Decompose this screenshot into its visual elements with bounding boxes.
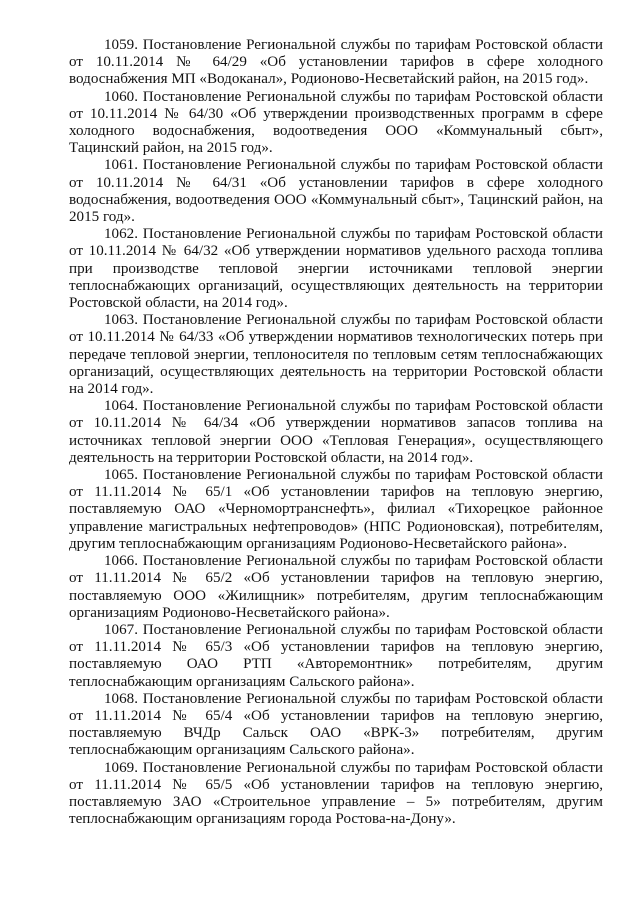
list-item-1061: 1061. Постановление Региональной службы по тарифам Ростовской области от 10.11.2014 № 64/31 «Об установлении тарифов в сфере холодного водоснабжения, водоотведения ООО «Коммунальный сбыт», Тацинский район, на 2015 год». [69,157,603,226]
list-item-1063: 1063. Постановление Региональной службы по тарифам Ростовской области от 10.11.2014 № 64/33 «Об утверждении нормативов технологических потерь при передаче тепловой энергии, теплоносителя по тепловым сетям теплоснабжающих организаций, осуществляющих деятельность на территории Ростовской области на 2014 год». [69,312,603,398]
list-item-1060: 1060. Постановление Региональной службы по тарифам Ростовской области от 10.11.2014 № 64/30 «Об утверждении производственных программ в сфере холодного водоснабжения, водоотведения ООО «Коммунальный сбыт», Тацинский район, на 2015 год». [69,88,603,157]
list-item-1065: 1065. Постановление Региональной службы по тарифам Ростовской области от 11.11.2014 № 65/1 «Об установлении тарифов на тепловую энергию, поставляемую ОАО «Черномортранснефть», филиал «Тихорецкое районное управление магистральных нефтепроводов» (НПС Родионовская), потребителям, другим теплоснабжающим организациям Родионово-Несветайского района». [69,467,603,552]
list-item-1067: 1067. Постановление Региональной службы по тарифам Ростовской области от 11.11.2014 № 65/3 «Об установлении тарифов на тепловую энергию, поставляемую ОАО РТП «Авторемонтник» потребителям, другим теплоснабжающим организациям Сальского района». [69,621,603,690]
list-item-1068: 1068. Постановление Региональной службы по тарифам Ростовской области от 11.11.2014 № 65/4 «Об установлении тарифов на тепловую энергию, поставляемую ВЧДр Сальск ОАО «ВРК-3» потребителям, другим теплоснабжающим организациям Сальского района». [69,690,603,759]
document-page [69,37,603,828]
list-item-1069: 1069. Постановление Региональной службы по тарифам Ростовской области от 11.11.2014 № 65/5 «Об установлении тарифов на тепловую энергию, поставляемую ЗАО «Строительное управление – 5» потребителям, другим теплоснабжающим организациям города Ростова-на-Дону». [69,759,603,828]
list-item-1066: 1066. Постановление Региональной службы по тарифам Ростовской области от 11.11.2014 № 65/2 «Об установлении тарифов на тепловую энергию, поставляемую ООО «Жилищник» потребителям, другим теплоснабжающим организациям Родионово-Несветайского района». [69,553,603,621]
list-item-1062: 1062. Постановление Региональной службы по тарифам Ростовской области от 10.11.2014 № 64/32 «Об утверждении нормативов удельного расхода топлива при производстве тепловой энергии источниками тепловой энергии теплоснабжающих организаций, осуществляющих деятельность на территории Ростовской области, на 2014 год». [69,226,603,312]
list-item-1064: 1064. Постановление Региональной службы по тарифам Ростовской области от 10.11.2014 № 64/34 «Об утверждении нормативов запасов топлива на источниках тепловой энергии ООО «Тепловая Генерация», осуществляющего деятельность на территории Ростовской области, на 2014 год». [69,398,603,466]
list-item-1059: 1059. Постановление Региональной службы по тарифам Ростовской области от 10.11.2014 № 64/29 «Об установлении тарифов в сфере холодного водоснабжения МП «Водоканал», Родионово-Несветайский район, на 2015 год». [69,37,603,88]
